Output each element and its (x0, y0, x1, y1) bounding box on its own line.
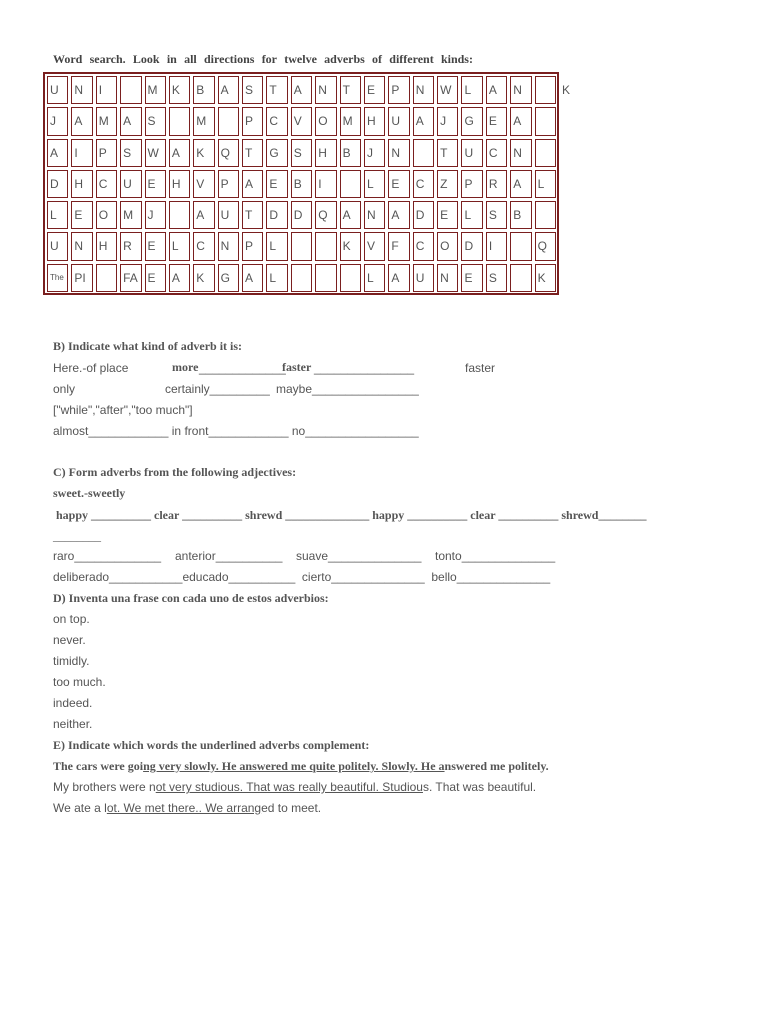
title-word: all (184, 52, 197, 66)
section-d-item: neither. (53, 717, 93, 731)
title-word: Word (53, 52, 83, 66)
grid-letter: O (440, 239, 450, 254)
grid-letter: V (196, 176, 205, 191)
grid-letter: N (74, 239, 84, 254)
grid-letter: W (440, 83, 452, 97)
section-d-heading: D) Inventa una frase con cada uno de estos adverbios: (53, 591, 329, 605)
grid-letter: S (488, 208, 497, 223)
grid-letter: K (342, 239, 351, 254)
grid-letter: PI (74, 270, 86, 285)
title-word: different (389, 52, 434, 66)
section-b-almost: almost____________ in front____________ no_________________ (53, 424, 419, 438)
grid-letter: B (293, 176, 302, 191)
section-b-faster-2: faster (465, 361, 496, 375)
grid-letter: Q (318, 208, 328, 223)
grid-letter: N (513, 145, 522, 160)
section-c-example: sweet.-sweetly (53, 486, 126, 500)
grid-letter: E (488, 114, 497, 129)
title-word: twelve (284, 52, 317, 66)
grid-letter: P (245, 114, 254, 129)
section-b-certainly: certainly_________ (165, 382, 270, 396)
grid-letter: N (440, 270, 449, 285)
grid-cell (169, 107, 190, 135)
grid-cell (291, 264, 312, 292)
grid-cell (535, 76, 556, 104)
grid-letter: C (415, 239, 425, 254)
grid-letter: V (366, 239, 375, 254)
grid-letter: FA (123, 270, 138, 285)
grid-letter: N (391, 145, 400, 160)
section-e-heading: E) Indicate which words the underlined adverbs complement: (53, 738, 370, 752)
grid-letter: W (147, 145, 159, 160)
title-word: directions (204, 52, 255, 66)
section-b-heading: B) Indicate what kind of adverb it is: (53, 339, 243, 353)
grid-letter: E (147, 176, 156, 191)
grid-letter: S (123, 145, 132, 160)
grid-letter: M (98, 114, 109, 129)
grid-letter: A (245, 270, 254, 285)
grid-letter: A (74, 114, 83, 129)
grid-letter: F (391, 239, 399, 254)
title-word: of (372, 52, 383, 66)
title-word: for (261, 52, 278, 66)
grid-letter: A (293, 83, 302, 97)
section-d-item: on top. (53, 612, 90, 626)
grid-letter: S (488, 270, 497, 285)
grid-letter: H (171, 176, 181, 191)
grid-cell (510, 264, 531, 292)
grid-letter: I (98, 83, 103, 97)
grid-letter: C (488, 145, 498, 160)
section-b-example: Here.-of place (53, 361, 129, 375)
grid-letter: K (171, 83, 180, 97)
grid-letter: E (147, 270, 156, 285)
title-word: search. (89, 52, 126, 66)
section-c-raro: raro_____________ (53, 549, 162, 563)
grid-letter: R (488, 176, 498, 191)
grid-letter: Q (537, 239, 547, 254)
grid-cell (315, 264, 336, 292)
grid-cell (340, 264, 361, 292)
section-b-only: only (53, 382, 76, 396)
grid-letter: L (171, 239, 179, 254)
grid-cell (218, 107, 239, 135)
grid-letter: C (415, 176, 425, 191)
grid-letter: I (318, 176, 322, 191)
grid-letter: D (415, 208, 425, 223)
grid-letter: P (98, 145, 107, 160)
grid-cell (315, 232, 336, 260)
grid-letter: A (391, 208, 400, 223)
section-c-suave: suave______________ (296, 549, 422, 563)
grid-letter: B (196, 83, 205, 97)
title-word: Look (132, 52, 160, 66)
grid-letter: T (245, 145, 253, 160)
grid-letter: K (562, 83, 571, 97)
grid-letter: C (98, 176, 108, 191)
grid-letter: A (342, 208, 351, 223)
grid-letter: O (98, 208, 109, 223)
grid-letter: I (488, 239, 493, 254)
section-d-item: indeed. (53, 696, 93, 710)
section-c-tonto: tonto______________ (435, 549, 556, 563)
grid-letter: N (318, 83, 327, 97)
grid-letter: C (196, 239, 205, 254)
grid-letter: D (464, 239, 474, 254)
grid-letter: C (269, 114, 279, 129)
grid-letter: K (196, 145, 205, 160)
grid-letter: L (50, 208, 57, 223)
grid-letter: G (220, 270, 230, 285)
grid-letter: A (513, 176, 522, 191)
grid-cell (120, 76, 141, 104)
grid-letter: L (537, 176, 545, 191)
section-d-item: too much. (53, 675, 106, 689)
grid-letter: H (74, 176, 84, 191)
grid-letter: P (464, 176, 473, 191)
grid-letter: Q (220, 145, 230, 160)
grid-letter: S (245, 83, 254, 97)
grid-letter: A (171, 145, 180, 160)
grid-letter: H (98, 239, 108, 254)
section-b-faster: faster (282, 360, 312, 374)
section-b-faster-blank: _______________ (314, 361, 415, 375)
grid-cell (413, 139, 434, 167)
grid-letter: R (123, 239, 132, 254)
section-b-more-blank: _____________ (199, 361, 286, 375)
grid-letter: L (269, 239, 277, 254)
grid-letter: M (147, 83, 158, 97)
grid-letter: A (488, 83, 497, 97)
grid-letter: U (123, 176, 132, 191)
grid-cell (96, 264, 117, 292)
grid-letter: B (513, 208, 522, 223)
grid-letter: M (196, 114, 207, 129)
grid-letter: P (220, 176, 229, 191)
grid-letter: M (123, 208, 134, 223)
title-word: in (166, 52, 177, 66)
grid-letter: P (245, 239, 254, 254)
grid-cell (340, 170, 361, 198)
grid-letter: D (269, 208, 279, 223)
grid-letter: T (342, 83, 350, 97)
grid-letter: J (50, 114, 56, 129)
grid-letter: B (342, 145, 351, 160)
grid-letter: U (391, 114, 400, 129)
grid-letter: J (147, 208, 154, 223)
grid-letter: U (220, 208, 230, 223)
section-e-line-1: The cars were going very slowly. He answered me quite politely. Slowly. He answered me politely. (53, 759, 549, 773)
grid-letter: A (196, 208, 205, 223)
grid-letter: S (147, 114, 156, 129)
grid-cell (535, 139, 556, 167)
grid-letter: L (464, 208, 472, 223)
section-c-row1: happy __________ clear __________ shrewd ______________ happy __________ clear __________ shrewd________ (53, 508, 647, 522)
grid-cell (535, 201, 556, 229)
grid-letter: E (440, 208, 449, 223)
grid-letter: A (513, 114, 522, 129)
grid-letter: U (464, 145, 474, 160)
grid-letter: A (123, 114, 132, 129)
section-e-line-3: We ate a lot. We met there.. We arranged to meet. (53, 801, 322, 815)
word-search-grid (43, 72, 571, 295)
grid-letter: J (440, 114, 447, 129)
grid-letter: N (220, 239, 230, 254)
section-b-maybe: maybe________________ (276, 382, 419, 396)
section-c-row1-cont: ________ (53, 529, 101, 543)
grid-letter: K (196, 270, 205, 285)
grid-letter: A (415, 114, 424, 129)
word-search-title (53, 52, 473, 67)
grid-letter: T (245, 208, 253, 223)
title-word: adverbs (324, 52, 365, 66)
grid-cell (169, 201, 190, 229)
grid-letter: A (220, 83, 229, 97)
section-e-line-2: My brothers were not very studious. That was really beautiful. Studious. That was beautiful. (53, 780, 537, 794)
section-b-list: ["while","after","too much"] (53, 403, 193, 417)
grid-letter: D (50, 176, 59, 191)
grid-letter: N (366, 208, 376, 223)
grid-letter: The (50, 272, 64, 282)
title-word: kinds: (440, 52, 473, 66)
grid-letter: V (293, 114, 302, 129)
section-c-heading: C) Form adverbs from the following adjectives: (53, 465, 297, 479)
grid-letter: L (366, 270, 374, 285)
grid-letter: J (366, 145, 373, 160)
grid-letter: A (171, 270, 180, 285)
grid-letter: L (464, 83, 472, 97)
grid-cell (510, 232, 531, 260)
grid-letter: G (269, 145, 279, 160)
grid-letter: T (269, 83, 277, 97)
grid-letter: S (293, 145, 302, 160)
grid-letter: U (415, 270, 425, 285)
grid-letter: E (74, 208, 83, 223)
section-d-item: timidly. (53, 654, 90, 668)
grid-letter: D (293, 208, 303, 223)
grid-letter: E (391, 176, 400, 191)
grid-letter: A (391, 270, 400, 285)
section-d-item: never. (53, 633, 86, 647)
grid-letter: P (391, 83, 400, 97)
grid-letter: N (74, 83, 84, 97)
grid-letter: A (245, 176, 254, 191)
grid-letter: E (366, 83, 375, 97)
grid-letter: I (74, 145, 78, 160)
grid-letter: H (318, 145, 327, 160)
grid-letter: M (342, 114, 353, 129)
grid-cell (535, 107, 556, 135)
grid-letter: N (415, 83, 425, 97)
grid-letter: O (318, 114, 328, 129)
grid-letter: L (366, 176, 374, 191)
grid-letter: N (513, 83, 522, 97)
grid-letter: K (537, 270, 546, 285)
grid-letter: E (147, 239, 156, 254)
grid-letter: A (50, 145, 59, 160)
grid-letter: U (50, 239, 59, 254)
grid-letter: L (269, 270, 277, 285)
grid-letter: U (50, 83, 59, 97)
grid-letter: G (464, 114, 474, 129)
grid-letter: T (440, 145, 448, 160)
section-c-anterior: anterior__________ (175, 549, 283, 563)
section-b-more: more (172, 360, 199, 374)
grid-letter: Z (440, 176, 448, 191)
grid-letter: E (464, 270, 473, 285)
grid-cell (291, 232, 312, 260)
grid-letter: H (366, 114, 376, 129)
section-c-row3: deliberado___________educado__________ cierto______________ bello______________ (53, 570, 551, 584)
grid-letter: E (269, 176, 278, 191)
